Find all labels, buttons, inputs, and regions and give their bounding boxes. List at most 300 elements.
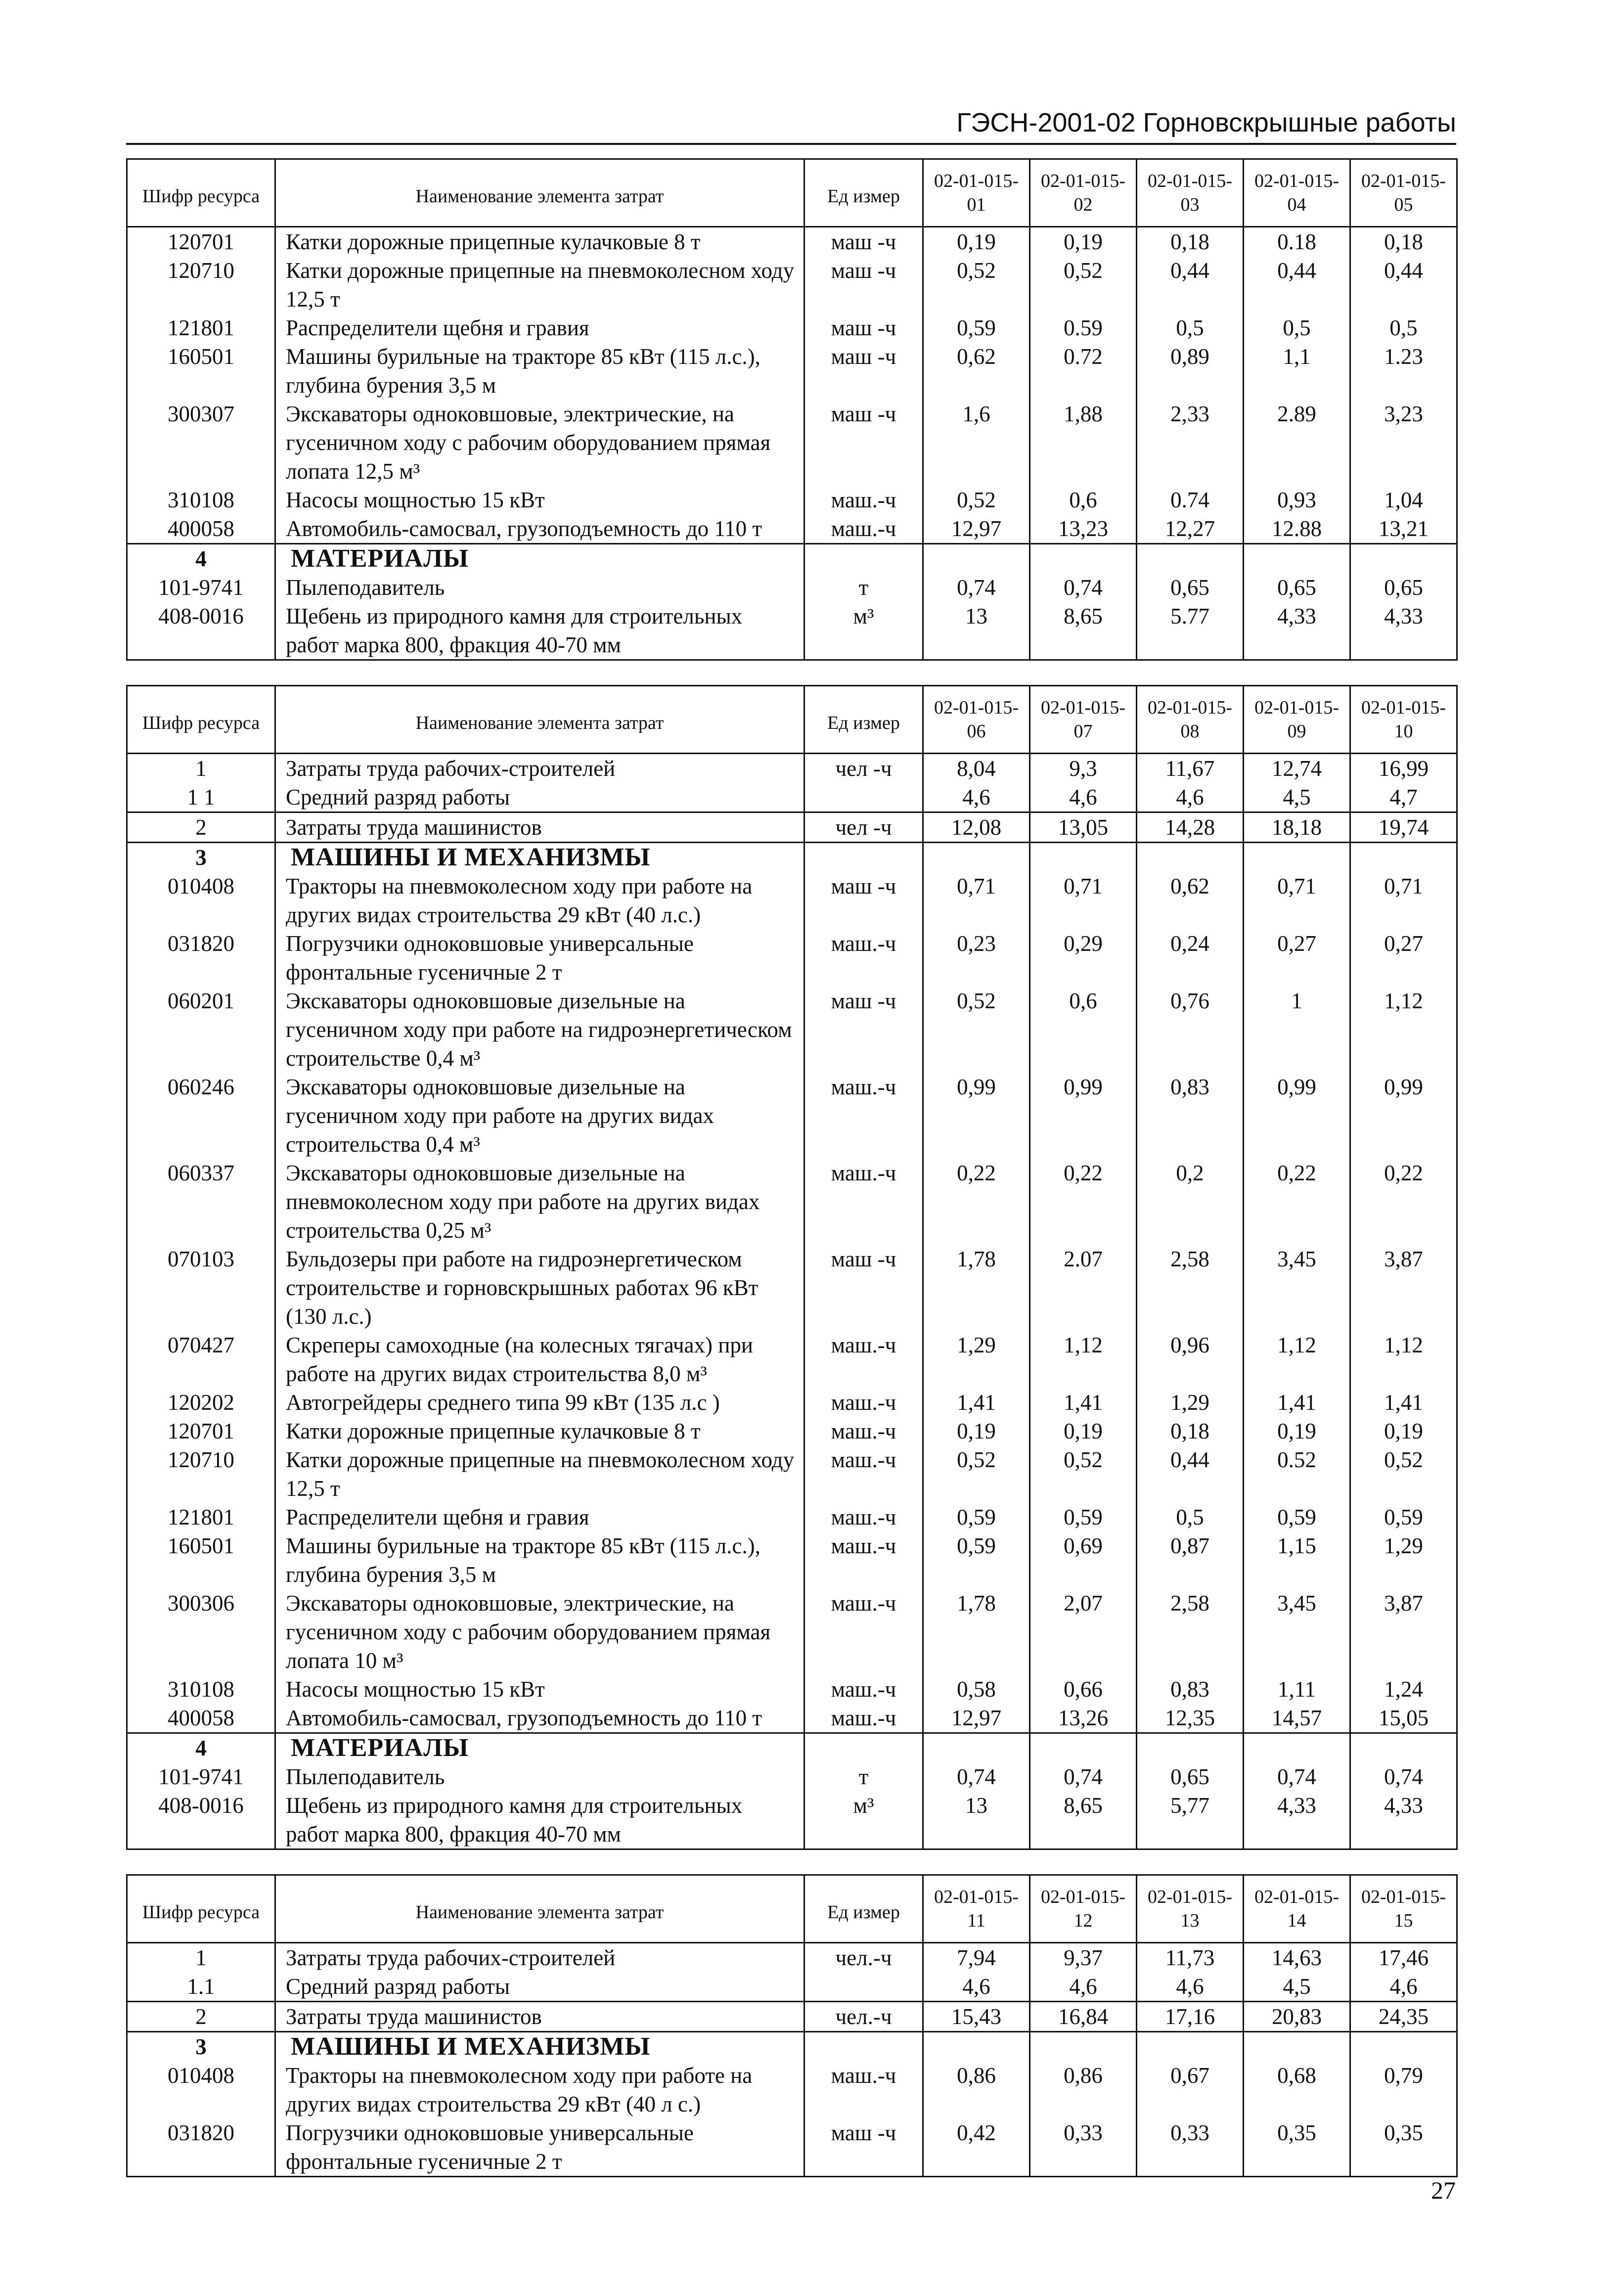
norm-value: 0,33 — [1137, 2118, 1244, 2177]
resource-name: МАШИНЫ И МЕХАНИЗМЫ — [275, 843, 804, 872]
resource-code: 1 — [127, 1943, 275, 1973]
norm-value: 8,65 — [1030, 1791, 1137, 1849]
resource-code: 010408 — [127, 872, 275, 929]
norm-value: 0,24 — [1137, 929, 1244, 987]
norm-value: 11,73 — [1137, 1943, 1244, 1973]
norm-value: 1,12 — [1244, 1331, 1350, 1388]
norm-value: 0,52 — [923, 987, 1030, 1073]
resource-unit: маш.-ч — [804, 1589, 923, 1675]
norm-value: 1,41 — [923, 1388, 1030, 1417]
norm-value: 0,22 — [923, 1159, 1030, 1245]
resource-unit: чел.-ч — [804, 1943, 923, 1973]
document-title: ГЭСН-2001-02 Горновскрышные работы — [956, 108, 1456, 137]
resource-unit: м³ — [804, 602, 923, 660]
resource-unit: маш.-ч — [804, 1331, 923, 1388]
header-norm-code: 02-01-015-03 — [1137, 159, 1244, 227]
norm-value — [1137, 1733, 1244, 1763]
norm-value: 0,18 — [1350, 227, 1457, 257]
norm-value — [1350, 2032, 1457, 2062]
norm-value: 0,19 — [1350, 1417, 1457, 1445]
resource-code: 160501 — [127, 342, 275, 400]
norm-value: 0,6 — [1030, 486, 1137, 514]
norm-value: 13,23 — [1030, 514, 1137, 544]
norm-value: 0,27 — [1350, 929, 1457, 987]
table-row — [127, 812, 1457, 843]
norm-value: 4,7 — [1350, 783, 1457, 812]
resource-unit: чел.-ч — [804, 2002, 923, 2032]
norm-value: 0,67 — [1137, 2061, 1244, 2118]
norm-value: 0,35 — [1244, 2118, 1350, 2177]
norm-value: 1,12 — [1350, 1331, 1457, 1388]
resource-code: 1 — [127, 754, 275, 783]
norm-value: 1,88 — [1030, 400, 1137, 486]
norm-value: 0.72 — [1030, 342, 1137, 400]
resource-unit — [804, 1972, 923, 2002]
norm-value: 0,44 — [1137, 1445, 1244, 1503]
norm-value — [1137, 2032, 1244, 2062]
norm-value — [1030, 843, 1137, 872]
resource-unit: маш.-ч — [804, 1445, 923, 1503]
norm-value: 0,19 — [923, 227, 1030, 257]
resource-name: Средний разряд работы — [275, 1972, 804, 2002]
norm-value — [1350, 1733, 1457, 1763]
table-row — [127, 929, 1457, 987]
resource-unit: маш.-ч — [804, 1073, 923, 1159]
norm-value: 0,71 — [1244, 872, 1350, 929]
norm-value — [1350, 843, 1457, 872]
resource-code: 4 — [127, 1733, 275, 1763]
norm-value: 8,04 — [923, 754, 1030, 783]
norm-value: 0,69 — [1030, 1531, 1137, 1589]
norm-value: 0,52 — [923, 486, 1030, 514]
resource-name: Затраты труда машинистов — [275, 2002, 804, 2032]
norm-value: 15,05 — [1350, 1704, 1457, 1733]
table-row — [127, 1704, 1457, 1733]
resource-name: Затраты труда рабочих-строителей — [275, 1943, 804, 1973]
resource-code: 310108 — [127, 486, 275, 514]
resource-unit: маш.-ч — [804, 1531, 923, 1589]
norm-value: 12,97 — [923, 1704, 1030, 1733]
norm-value: 0,79 — [1350, 2061, 1457, 2118]
norm-value: 0,74 — [923, 573, 1030, 602]
norm-value: 4,33 — [1244, 602, 1350, 660]
norm-value: 0,99 — [1030, 1073, 1137, 1159]
resource-name: Катки дорожные прицепные кулачковые 8 т — [275, 1417, 804, 1445]
norm-value: 4,6 — [923, 1972, 1030, 2002]
header-norm-code: 02-01-015-02 — [1030, 159, 1137, 227]
resource-unit: т — [804, 573, 923, 602]
header-code: Шифр ресурса — [127, 686, 275, 754]
resource-name: Экскаваторы одноковшовые, электрические, на гусеничном ходу с рабочим оборудованием прямая лопата 10 м³ — [275, 1589, 804, 1675]
norm-value: 20,83 — [1244, 2002, 1350, 2032]
resource-name: Автомобиль-самосвал, грузоподъемность до 110 т — [275, 514, 804, 544]
resource-code: 121801 — [127, 1503, 275, 1531]
norm-value: 13 — [923, 1791, 1030, 1849]
section-row — [127, 2032, 1457, 2062]
norm-value: 0.18 — [1244, 227, 1350, 257]
norm-value: 4,6 — [923, 783, 1030, 812]
header-code: Шифр ресурса — [127, 159, 275, 227]
resource-table — [126, 685, 1458, 1850]
table-row — [127, 573, 1457, 602]
norm-value: 14,57 — [1244, 1704, 1350, 1733]
norm-value: 0,19 — [923, 1417, 1030, 1445]
norm-value: 0,5 — [1244, 314, 1350, 342]
resource-name: Автогрейдеры среднего типа 99 кВт (135 л.с ) — [275, 1388, 804, 1417]
resource-name: Машины бурильные на тракторе 85 кВт (115 л.с.), глубина бурения 3,5 м — [275, 342, 804, 400]
resource-unit — [804, 1733, 923, 1763]
table-row — [127, 1503, 1457, 1531]
norm-value: 0,5 — [1137, 314, 1244, 342]
norm-value — [923, 2032, 1030, 2062]
norm-value: 4,33 — [1350, 1791, 1457, 1849]
norm-value: 4,6 — [1137, 783, 1244, 812]
norm-value: 0,58 — [923, 1675, 1030, 1704]
norm-value: 0,44 — [1244, 256, 1350, 314]
table-row — [127, 486, 1457, 514]
table-row — [127, 1791, 1457, 1849]
norm-value: 12,97 — [923, 514, 1030, 544]
table-row — [127, 1331, 1457, 1388]
table-row — [127, 256, 1457, 314]
norm-value: 0,29 — [1030, 929, 1137, 987]
norm-value: 12,08 — [923, 812, 1030, 843]
resource-unit: маш -ч — [804, 872, 923, 929]
resource-name: Экскаваторы одноковшовые дизельные на гусеничном ходу при работе на других видах строительства 0,4 м³ — [275, 1073, 804, 1159]
table-row — [127, 400, 1457, 486]
page-number: 27 — [1431, 2176, 1456, 2204]
resource-name: Насосы мощностью 15 кВт — [275, 486, 804, 514]
resource-code: 160501 — [127, 1531, 275, 1589]
resource-name: Автомобиль-самосвал, грузоподъемность до 110 т — [275, 1704, 804, 1733]
norm-value: 0.52 — [1244, 1445, 1350, 1503]
resource-unit — [804, 544, 923, 574]
norm-value: 12,35 — [1137, 1704, 1244, 1733]
table-row — [127, 987, 1457, 1073]
norm-value: 4,6 — [1137, 1972, 1244, 2002]
norm-value: 16,84 — [1030, 2002, 1137, 2032]
norm-value: 0,5 — [1350, 314, 1457, 342]
table-row — [127, 514, 1457, 544]
resource-code: 060246 — [127, 1073, 275, 1159]
resource-unit: маш.-ч — [804, 1388, 923, 1417]
norm-value: 0,86 — [923, 2061, 1030, 2118]
norm-value: 17,46 — [1350, 1943, 1457, 1973]
norm-value: 1,12 — [1350, 987, 1457, 1073]
norm-value: 0,65 — [1137, 1762, 1244, 1791]
resource-name: МАТЕРИАЛЫ — [275, 544, 804, 574]
norm-value: 0,99 — [923, 1073, 1030, 1159]
table-row — [127, 1073, 1457, 1159]
header-norm-code: 02-01-015-06 — [923, 686, 1030, 754]
resource-name: Распределители щебня и гравия — [275, 1503, 804, 1531]
norm-value — [1244, 843, 1350, 872]
norm-value: 0,19 — [1030, 1417, 1137, 1445]
norm-value — [1030, 544, 1137, 574]
resource-name: Распределители щебня и гравия — [275, 314, 804, 342]
norm-value: 0,52 — [1030, 256, 1137, 314]
resource-unit: маш -ч — [804, 1245, 923, 1331]
norm-value — [923, 843, 1030, 872]
norm-value: 0,52 — [1030, 1445, 1137, 1503]
section-row — [127, 544, 1457, 574]
norm-value: 0,65 — [1244, 573, 1350, 602]
norm-value: 0,74 — [1244, 1762, 1350, 1791]
norm-value — [923, 1733, 1030, 1763]
resource-unit — [804, 2032, 923, 2062]
norm-value: 1,41 — [1244, 1388, 1350, 1417]
resource-name: Пылеподавитель — [275, 1762, 804, 1791]
resource-code: 120710 — [127, 256, 275, 314]
norm-value: 1,24 — [1350, 1675, 1457, 1704]
resource-unit: маш.-ч — [804, 2061, 923, 2118]
resource-name: Щебень из природного камня для строительных работ марка 800, фракция 40-70 мм — [275, 602, 804, 660]
norm-value: 0,99 — [1244, 1073, 1350, 1159]
resource-code: 010408 — [127, 2061, 275, 2118]
table-header-row — [127, 686, 1457, 754]
norm-value: 0,23 — [923, 929, 1030, 987]
norm-value: 15,43 — [923, 2002, 1030, 2032]
table-row — [127, 1388, 1457, 1417]
norm-value: 2,33 — [1137, 400, 1244, 486]
norm-value: 0,74 — [1350, 1762, 1457, 1791]
norm-value: 4,6 — [1030, 783, 1137, 812]
norm-value: 11,67 — [1137, 754, 1244, 783]
norm-value: 0,44 — [1350, 256, 1457, 314]
resource-unit: маш.-ч — [804, 1704, 923, 1733]
resource-name: Машины бурильные на тракторе 85 кВт (115 л.с.), глубина бурения 3,5 м — [275, 1531, 804, 1589]
resource-code: 120202 — [127, 1388, 275, 1417]
resource-unit: маш -ч — [804, 2118, 923, 2177]
norm-value: 5.77 — [1137, 602, 1244, 660]
resource-name: МАШИНЫ И МЕХАНИЗМЫ — [275, 2032, 804, 2062]
resource-name: Затраты труда рабочих-строителей — [275, 754, 804, 783]
norm-value: 0,59 — [923, 1503, 1030, 1531]
resource-unit: маш.-ч — [804, 486, 923, 514]
resource-name: МАТЕРИАЛЫ — [275, 1733, 804, 1763]
resource-unit — [804, 843, 923, 872]
norm-value: 12,74 — [1244, 754, 1350, 783]
norm-value: 9,37 — [1030, 1943, 1137, 1973]
resource-table — [126, 1874, 1458, 2177]
header-norm-code: 02-01-015-01 — [923, 159, 1030, 227]
resource-unit: маш.-ч — [804, 1159, 923, 1245]
table-row — [127, 783, 1457, 812]
resource-unit: чел -ч — [804, 754, 923, 783]
norm-value: 0,66 — [1030, 1675, 1137, 1704]
resource-code: 120701 — [127, 1417, 275, 1445]
header-norm-code: 02-01-015-11 — [923, 1875, 1030, 1943]
header-norm-code: 02-01-015-15 — [1350, 1875, 1457, 1943]
norm-value: 0,2 — [1137, 1159, 1244, 1245]
norm-value: 9,3 — [1030, 754, 1137, 783]
resource-name: Пылеподавитель — [275, 573, 804, 602]
norm-value: 0,27 — [1244, 929, 1350, 987]
resource-unit: маш -ч — [804, 227, 923, 257]
resource-name: Тракторы на пневмоколесном ходу при работе на других видах строительства 29 кВт (40 л.с.) — [275, 872, 804, 929]
resource-name: Катки дорожные прицепные на пневмоколесном ходу 12,5 т — [275, 1445, 804, 1503]
norm-value: 1,15 — [1244, 1531, 1350, 1589]
resource-name: Экскаваторы одноковшовые дизельные на гусеничном ходу при работе на гидроэнергетическом строительстве 0,4 м³ — [275, 987, 804, 1073]
norm-value — [1244, 544, 1350, 574]
norm-value — [1137, 544, 1244, 574]
norm-value: 0,18 — [1137, 1417, 1244, 1445]
norm-value: 18,18 — [1244, 812, 1350, 843]
header-norm-code: 02-01-015-05 — [1350, 159, 1457, 227]
resource-unit: чел -ч — [804, 812, 923, 843]
header-code: Шифр ресурса — [127, 1875, 275, 1943]
norm-value: 0,5 — [1137, 1503, 1244, 1531]
norm-value: 1,04 — [1350, 486, 1457, 514]
norm-value: 0,87 — [1137, 1531, 1244, 1589]
resource-name: Тракторы на пневмоколесном ходу при работе на других видах строительства 29 кВт (40 л с.) — [275, 2061, 804, 2118]
table-row — [127, 602, 1457, 660]
norm-value: 0,71 — [1350, 872, 1457, 929]
header-norm-code: 02-01-015-07 — [1030, 686, 1137, 754]
resource-unit: маш -ч — [804, 987, 923, 1073]
norm-value: 13,05 — [1030, 812, 1137, 843]
norm-value: 0,44 — [1137, 256, 1244, 314]
resource-code: 121801 — [127, 314, 275, 342]
resource-code: 3 — [127, 843, 275, 872]
norm-value: 0,89 — [1137, 342, 1244, 400]
resource-code: 060201 — [127, 987, 275, 1073]
resource-name: Средний разряд работы — [275, 783, 804, 812]
norm-value: 0,74 — [1030, 573, 1137, 602]
table-row — [127, 754, 1457, 783]
resource-code: 070103 — [127, 1245, 275, 1331]
norm-value: 0,35 — [1350, 2118, 1457, 2177]
table-row — [127, 227, 1457, 257]
norm-value: 12.88 — [1244, 514, 1350, 544]
norm-value: 0,62 — [923, 342, 1030, 400]
page-header — [126, 105, 1456, 145]
norm-value: 0,96 — [1137, 1331, 1244, 1388]
norm-value: 14,63 — [1244, 1943, 1350, 1973]
norm-value: 2.07 — [1030, 1245, 1137, 1331]
norm-value: 7,94 — [923, 1943, 1030, 1973]
table-row — [127, 1417, 1457, 1445]
norm-value: 0,33 — [1030, 2118, 1137, 2177]
norm-value: 0,59 — [923, 314, 1030, 342]
resource-code: 120710 — [127, 1445, 275, 1503]
resource-code: 408-0016 — [127, 1791, 275, 1849]
norm-value: 4,5 — [1244, 783, 1350, 812]
norm-value: 0,59 — [1244, 1503, 1350, 1531]
norm-value: 0,22 — [1244, 1159, 1350, 1245]
norm-value: 0,19 — [1244, 1417, 1350, 1445]
resource-unit: т — [804, 1762, 923, 1791]
norm-value: 4,33 — [1244, 1791, 1350, 1849]
norm-value: 0,93 — [1244, 486, 1350, 514]
header-norm-code: 02-01-015-09 — [1244, 686, 1350, 754]
norm-value: 1 — [1244, 987, 1350, 1073]
norm-value: 2,58 — [1137, 1589, 1244, 1675]
resource-code: 101-9741 — [127, 1762, 275, 1791]
norm-value: 3,87 — [1350, 1245, 1457, 1331]
resource-unit: маш -ч — [804, 256, 923, 314]
norm-value: 1.23 — [1350, 342, 1457, 400]
resource-unit: маш.-ч — [804, 1675, 923, 1704]
resource-code: 120701 — [127, 227, 275, 257]
resource-unit: маш -ч — [804, 400, 923, 486]
norm-value: 0,42 — [923, 2118, 1030, 2177]
norm-value: 1,78 — [923, 1589, 1030, 1675]
norm-value: 8,65 — [1030, 602, 1137, 660]
resource-code: 400058 — [127, 514, 275, 544]
resource-code: 300307 — [127, 400, 275, 486]
table-row — [127, 1445, 1457, 1503]
table-row — [127, 2002, 1457, 2032]
resource-name: Бульдозеры при работе на гидроэнергетическом строительстве и горновскрышных работах 96 кВт (130 л.с.) — [275, 1245, 804, 1331]
norm-value: 4,5 — [1244, 1972, 1350, 2002]
norm-value: 3,23 — [1350, 400, 1457, 486]
norm-value: 16,99 — [1350, 754, 1457, 783]
norm-value: 0,99 — [1350, 1073, 1457, 1159]
resource-unit — [804, 783, 923, 812]
resource-code: 400058 — [127, 1704, 275, 1733]
norm-value: 2.89 — [1244, 400, 1350, 486]
resource-name: Погрузчики одноковшовые универсальные фронтальные гусеничные 2 т — [275, 929, 804, 987]
norm-value: 0,22 — [1030, 1159, 1137, 1245]
norm-value — [923, 544, 1030, 574]
norm-value: 2,07 — [1030, 1589, 1137, 1675]
norm-value: 1,11 — [1244, 1675, 1350, 1704]
norm-value: 0,74 — [923, 1762, 1030, 1791]
norm-value: 0.74 — [1137, 486, 1244, 514]
norm-value: 0,65 — [1137, 573, 1244, 602]
norm-value: 0,74 — [1030, 1762, 1137, 1791]
header-unit: Ед измер — [804, 686, 923, 754]
resource-code: 1.1 — [127, 1972, 275, 2002]
header-unit: Ед измер — [804, 1875, 923, 1943]
norm-value: 0,52 — [1350, 1445, 1457, 1503]
resource-unit: маш.-ч — [804, 1417, 923, 1445]
norm-value: 13,21 — [1350, 514, 1457, 544]
norm-value: 1,29 — [1350, 1531, 1457, 1589]
resource-name: Затраты труда машинистов — [275, 812, 804, 843]
header-name: Наименование элемента затрат — [275, 1875, 804, 1943]
norm-value: 0,22 — [1350, 1159, 1457, 1245]
header-norm-code: 02-01-015-08 — [1137, 686, 1244, 754]
resource-name: Погрузчики одноковшовые универсальные фронтальные гусеничные 2 т — [275, 2118, 804, 2177]
norm-value: 0,19 — [1030, 227, 1137, 257]
resource-unit: маш.-ч — [804, 929, 923, 987]
resource-code: 1 1 — [127, 783, 275, 812]
header-name: Наименование элемента затрат — [275, 159, 804, 227]
resource-name: Щебень из природного камня для строительных работ марка 800, фракция 40-70 мм — [275, 1791, 804, 1849]
resource-name: Экскаваторы одноковшовые дизельные на пневмоколесном ходу при работе на других видах строительства 0,25 м³ — [275, 1159, 804, 1245]
norm-value: 17,16 — [1137, 2002, 1244, 2032]
norm-value — [1244, 1733, 1350, 1763]
resource-code: 2 — [127, 812, 275, 843]
norm-value: 1,41 — [1350, 1388, 1457, 1417]
norm-value: 0,83 — [1137, 1675, 1244, 1704]
table-row — [127, 872, 1457, 929]
table-row — [127, 1943, 1457, 1973]
resource-code: 031820 — [127, 929, 275, 987]
table-row — [127, 342, 1457, 400]
norm-value: 4,33 — [1350, 602, 1457, 660]
section-row — [127, 1733, 1457, 1763]
norm-value: 0,6 — [1030, 987, 1137, 1073]
table-row — [127, 2061, 1457, 2118]
resource-name: Катки дорожные прицепные на пневмоколесном ходу 12,5 т — [275, 256, 804, 314]
resource-code: 310108 — [127, 1675, 275, 1704]
norm-value: 3,45 — [1244, 1245, 1350, 1331]
resource-name: Насосы мощностью 15 кВт — [275, 1675, 804, 1704]
norm-value: 0,71 — [1030, 872, 1137, 929]
